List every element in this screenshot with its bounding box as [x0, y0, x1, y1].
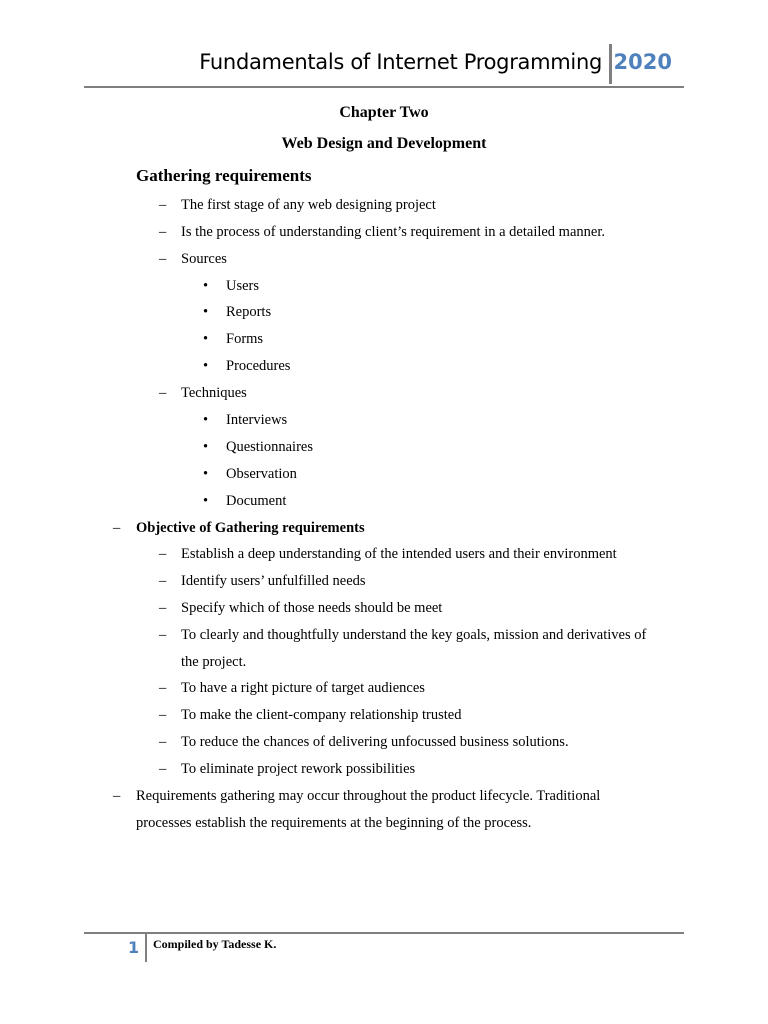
- header-year: 2020: [613, 50, 672, 74]
- dash-marker: –: [159, 734, 167, 750]
- page-footer: [84, 932, 684, 964]
- dash-marker: –: [159, 707, 167, 723]
- list-item-text: To clearly and thoughtfully understand the key goals, mission and derivatives of: [181, 627, 647, 643]
- dash-marker: –: [113, 520, 121, 536]
- list-item-text: To eliminate project rework possibilities: [181, 761, 416, 777]
- list-item-text: Interviews: [226, 412, 288, 428]
- list-item-text: To have a right picture of target audiences: [181, 680, 425, 696]
- list-item-text: Procedures: [226, 358, 291, 374]
- list-item-text: Is the process of understanding client’s requirement in a detailed manner.: [181, 224, 605, 240]
- list-item-text: To make the client-company relationship trusted: [181, 707, 462, 723]
- list-item-text: Establish a deep understanding of the intended users and their environment: [181, 546, 617, 562]
- list-item-text: To reduce the chances of delivering unfocussed business solutions.: [181, 734, 569, 750]
- header-divider: [609, 44, 612, 84]
- list-item-text: Requirements gathering may occur throughout the product lifecycle. Traditional: [136, 788, 601, 804]
- dash-marker: –: [159, 573, 167, 589]
- page-number: 1: [128, 938, 140, 957]
- list-item-text: Reports: [226, 304, 272, 320]
- list-item-text: Objective of Gathering requirements: [136, 520, 365, 536]
- bullet-marker: •: [203, 466, 209, 482]
- list-item-text: processes establish the requirements at the beginning of the process.: [136, 815, 532, 831]
- page-header: [84, 44, 684, 88]
- dash-marker: –: [159, 251, 167, 267]
- header-title: Fundamentals of Internet Programming: [199, 50, 602, 74]
- list-item-text: The first stage of any web designing project: [181, 197, 436, 213]
- bullet-marker: •: [203, 331, 209, 347]
- list-item-text: Sources: [181, 251, 227, 267]
- list-item-text: Identify users’ unfulfilled needs: [181, 573, 366, 589]
- bullet-marker: •: [203, 493, 209, 509]
- bullet-marker: •: [203, 358, 209, 374]
- dash-marker: –: [159, 197, 167, 213]
- bullet-marker: •: [203, 439, 209, 455]
- dash-marker: –: [159, 680, 167, 696]
- bullet-marker: •: [203, 412, 209, 428]
- list-item-text: Observation: [226, 466, 297, 482]
- dash-marker: –: [159, 600, 167, 616]
- dash-marker: –: [113, 788, 121, 804]
- dash-marker: –: [159, 627, 167, 643]
- list-item-text: the project.: [181, 654, 247, 670]
- list-item-text: Techniques: [181, 385, 247, 401]
- bullet-marker: •: [203, 304, 209, 320]
- dash-marker: –: [159, 224, 167, 240]
- dash-marker: –: [159, 385, 167, 401]
- section-title: Gathering requirements: [136, 166, 312, 185]
- dash-marker: –: [159, 546, 167, 562]
- list-item-text: Document: [226, 493, 287, 509]
- list-item-text: Forms: [226, 331, 264, 347]
- list-item-text: Users: [226, 278, 260, 294]
- list-item-text: Specify which of those needs should be meet: [181, 600, 443, 616]
- chapter-title: Chapter Two: [339, 104, 429, 121]
- dash-marker: –: [159, 761, 167, 777]
- chapter-subtitle: Web Design and Development: [281, 135, 487, 152]
- list-item-text: Questionnaires: [226, 439, 313, 455]
- footer-divider: [145, 934, 147, 962]
- bullet-marker: •: [203, 278, 209, 294]
- footer-compiled-by: Compiled by Tadesse K.: [153, 937, 277, 951]
